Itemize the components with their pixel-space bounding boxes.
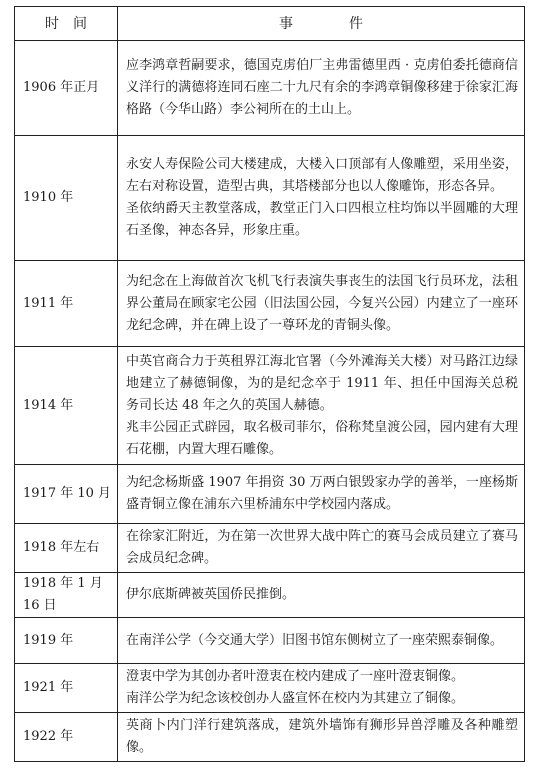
event-paragraph: 在徐家汇附近，为在第一次世界大战中阵亡的赛马会成员建立了赛马会成员纪念碑。 bbox=[126, 529, 518, 566]
table-row bbox=[15, 573, 525, 618]
event-paragraph: 南洋公学为纪念该校创办人盛宣怀在校内为其建立了铜像。 bbox=[126, 691, 465, 706]
event-cell bbox=[118, 618, 525, 664]
table-row bbox=[15, 41, 525, 136]
table-body bbox=[15, 41, 525, 762]
time-cell: 1914 年 bbox=[15, 347, 118, 465]
time-cell: 1906 年正月 bbox=[15, 41, 118, 136]
event-cell bbox=[118, 573, 525, 618]
table-row bbox=[15, 465, 525, 524]
event-cell bbox=[118, 347, 525, 465]
event-paragraph: 英商卜内门洋行建筑落成，建筑外墙饰有狮形异兽浮雕及各种雕塑像。 bbox=[126, 718, 518, 755]
table-row bbox=[15, 713, 525, 762]
table-row bbox=[15, 347, 525, 465]
event-paragraph: 在南洋公学（今交通大学）旧图书馆东侧树立了一座荣熙泰铜像。 bbox=[126, 632, 504, 648]
time-cell: 1921 年 bbox=[15, 664, 118, 713]
event-paragraph: 为纪念在上海做首次飞机飞行表演失事丧生的法国飞行员环龙，法租界公董局在顾家宅公园（旧法国公园，今复兴公园）内建立了一座环龙纪念碑，并在碑上设了一尊环龙的青铜头像。 bbox=[126, 273, 518, 333]
event-paragraph: 应李鸿章哲嗣要求，德国克虏伯厂主弗雷德里西 · 克虏伯委托德商信义洋行的满德将连同石座二十九尺有余的李鸿章铜像移建于徐家汇海格路（今华山路）李公祠所在的土山上。 bbox=[126, 58, 518, 117]
time-cell: 1919 年 bbox=[15, 618, 118, 664]
table-row bbox=[15, 261, 525, 347]
table-row bbox=[15, 664, 525, 713]
event-cell bbox=[118, 261, 525, 347]
header-row bbox=[15, 7, 525, 41]
time-cell: 1910 年 bbox=[15, 136, 118, 261]
event-cell bbox=[118, 664, 525, 713]
event-cell bbox=[118, 41, 525, 136]
event-cell bbox=[118, 465, 525, 524]
time-cell: 1918 年左右 bbox=[15, 524, 118, 573]
table-row bbox=[15, 524, 525, 573]
event-cell bbox=[118, 524, 525, 573]
event-cell bbox=[118, 713, 525, 762]
time-cell: 1922 年 bbox=[15, 713, 118, 762]
header-time: 时 间 bbox=[15, 7, 118, 41]
time-cell: 1918 年 1 月 16 日 bbox=[15, 573, 118, 618]
header-event: 事 件 bbox=[118, 7, 525, 41]
event-paragraph: 兆丰公园正式辟园，取名极司菲尔，俗称梵皇渡公园，园内建有大理石花棚，内置大理石雕像。 bbox=[126, 419, 518, 457]
table-row bbox=[15, 136, 525, 261]
event-paragraph: 永安人寿保险公司大楼建成，大楼入口顶部有人像雕塑，采用坐姿，左右对称设置，造型古典，其塔楼部分也以人像雕饰，形态各异。 bbox=[126, 157, 518, 194]
table-row bbox=[15, 618, 525, 664]
time-cell: 1917 年 10 月 bbox=[15, 465, 118, 524]
event-paragraph: 为纪念杨斯盛 1907 年捐资 30 万两白银毁家办学的善举，一座杨斯盛青铜立像在浦东六里桥浦东中学校园内落成。 bbox=[126, 475, 518, 512]
events-table bbox=[14, 6, 525, 762]
event-paragraph: 伊尔底斯碑被英国侨民推倒。 bbox=[126, 587, 296, 602]
event-paragraph: 中英官商合力于英租界江海北官署（今外滩海关大楼）对马路江边绿地建立了赫德铜像，为的是纪念卒于 1911 年、担任中国海关总税务司长达 48 年之久的英国人赫德。 bbox=[126, 353, 518, 413]
event-paragraph: 圣依纳爵天主教堂落成，教堂正门入口四根立柱均饰以半圆雕的大理石圣像，神态各异，形象庄重。 bbox=[126, 201, 518, 238]
event-cell bbox=[118, 136, 525, 261]
time-cell: 1911 年 bbox=[15, 261, 118, 347]
event-paragraph: 澄衷中学为其创办者叶澄衷在校内建成了一座叶澄衷铜像。 bbox=[126, 669, 465, 684]
